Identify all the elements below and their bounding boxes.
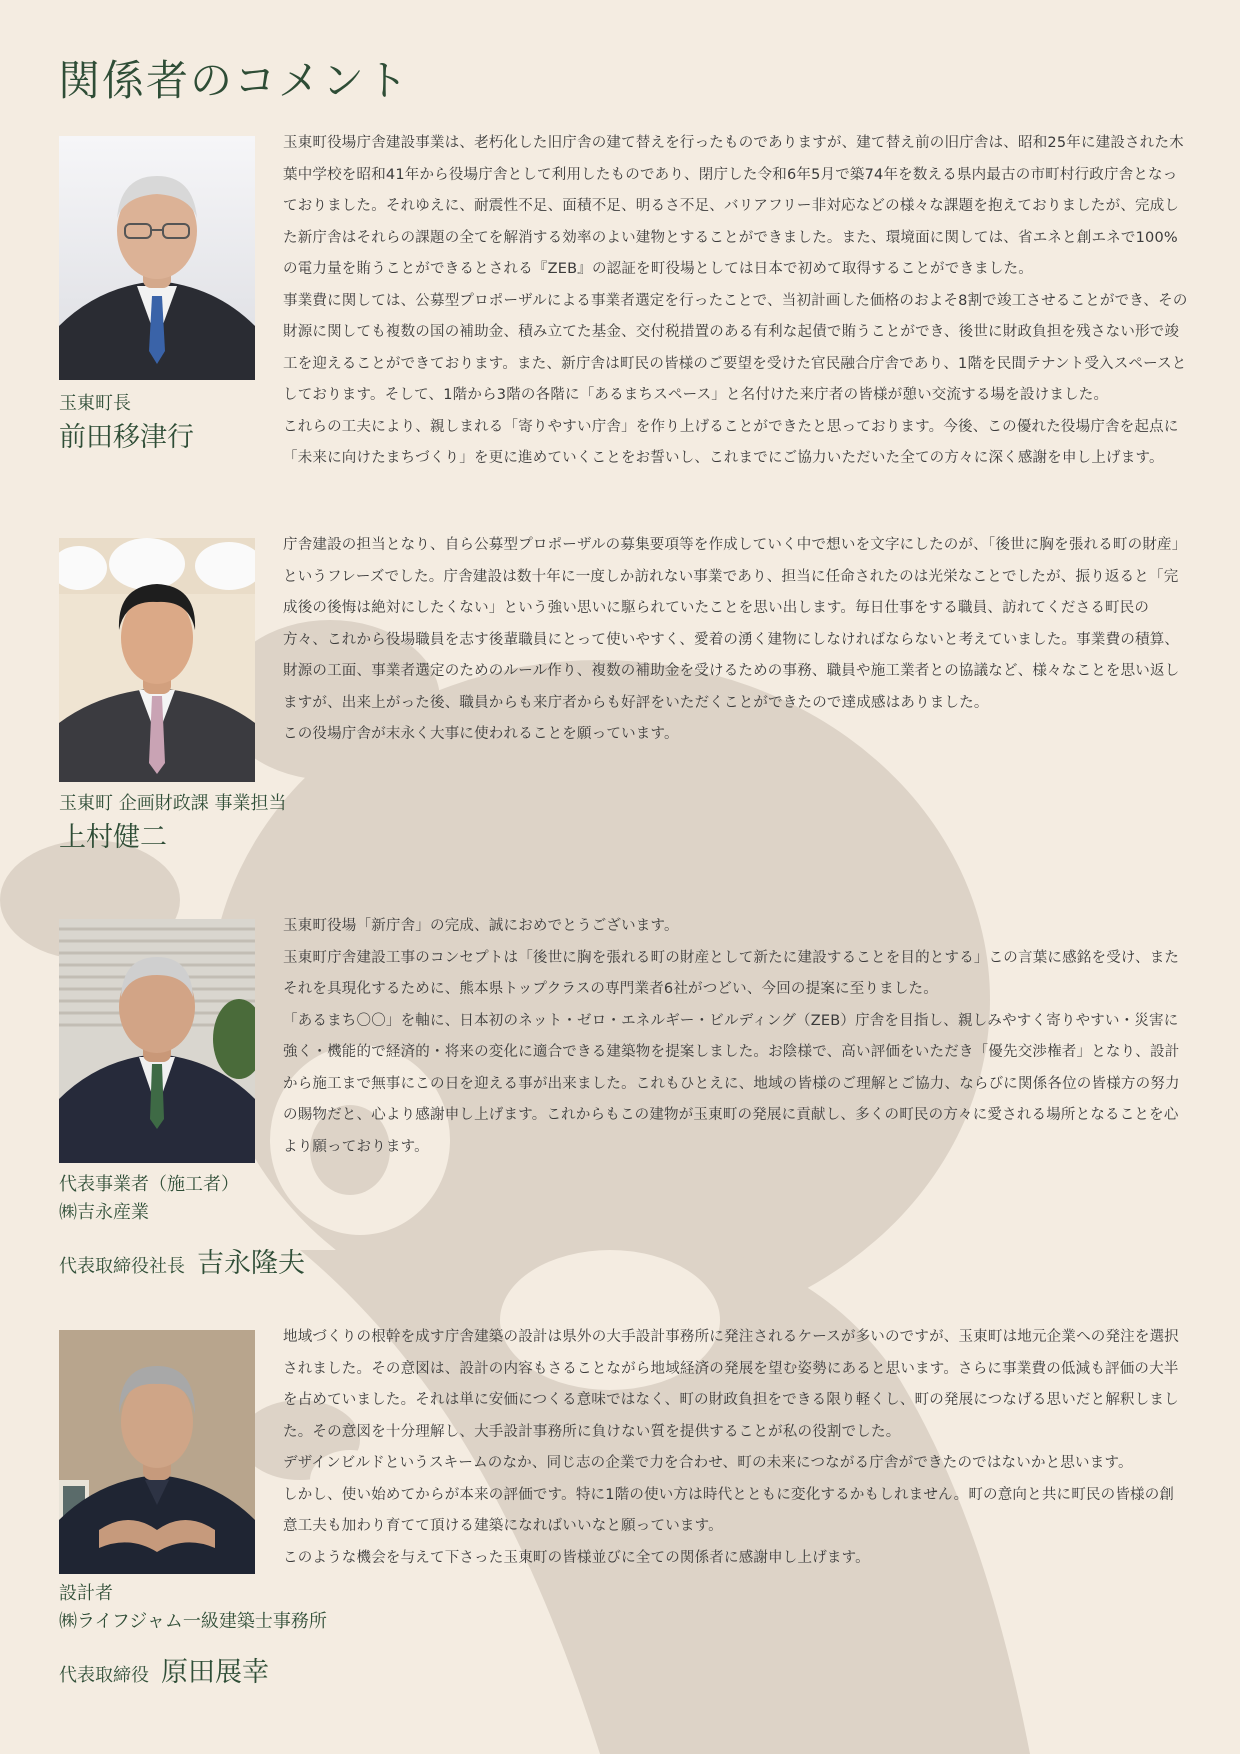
person-info: [59, 1171, 305, 1280]
comment-paragraph: 玉東町役場庁舎建設事業は、老朽化した旧庁舎の建て替えを行ったものでありますが、建て替え前の旧庁舎は、昭和25年に建設された木葉中学校を昭和41年から役場庁舎として利用したものであり、閉庁した令和6年5月で築74年を数える県内最古の市町村行政庁舎となっておりました。それゆえに、耐震性不足、面積不足、明るさ不足、バリアフリー非対応などの様々な課題を抱えておりましたが、完成した新庁舎はそれらの課題の全てを解消する効率のよい建物とすることができました。また、環境面に関しては、省エネと創エネで100%の電力量を賄うことができるとされる『ZEB』の認証を町役場としては日本で初めて取得することができました。: [283, 135, 1184, 277]
company-name: ㈱吉永産業: [59, 1202, 149, 1223]
person-role: 玉東町 企画財政課 事業担当: [59, 793, 287, 814]
person-title: 代表取締役社長: [59, 1256, 185, 1277]
person-info: [59, 790, 286, 858]
comment-paragraph: しかし、使い始めてからが本来の評価です。特に1階の使い方は時代とともに変化するかもしれません。町の意向と共に町民の皆様の創意工夫も加わり育てて頂ける建築になればいいなと願っています。: [283, 1486, 1175, 1534]
name-line: [59, 1650, 327, 1689]
person-role: 代表事業者（施工者）: [59, 1174, 239, 1195]
portrait-photo: [59, 136, 255, 380]
comment-body: [283, 530, 1188, 751]
comment-paragraph: 玉東町庁舎建設工事のコンセプトは「後世に胸を張れる町の財産として新たに建設することを目的とする」この言葉に感銘を受け、またそれを具現化するために、熊本県トップクラスの専門業者6社がつどい、今回の提案に至りました。: [283, 949, 1180, 997]
portrait-photo: [59, 538, 255, 782]
portrait-photo: [59, 919, 255, 1163]
comment-paragraph: この役場庁舎が末永く大事に使われることを願っています。: [283, 726, 679, 742]
comment-paragraph: デザインビルドというスキームのなか、同じ志の企業で力を合わせ、町の未来につながる庁舎ができたのではないかと思います。: [283, 1455, 1133, 1471]
page-title: 関係者のコメント: [58, 56, 411, 105]
portrait-photo: [59, 1330, 255, 1574]
person-name: 原田展幸: [161, 1657, 269, 1688]
comment-paragraph: 地域づくりの根幹を成す庁舎建築の設計は県外の大手設計事務所に発注されるケースが多いのですが、玉東町は地元企業への発注を選択されました。その意図は、設計の内容もさることながら地域経済の発展を望む姿勢にあると思います。さらに事業費の低減も評価の大半を占めていました。それは単に安価につくる意味ではなく、町の財政負担をできる限り軽くし、町の発展につなげる思いだと解釈しました。その意図を十分理解し、大手設計事務所に負けない質を提供することが私の役割でした。: [283, 1329, 1179, 1440]
person-name: 吉永隆夫: [197, 1248, 305, 1279]
comment-body: [283, 128, 1188, 475]
person-info: [59, 1580, 327, 1689]
person-role: 玉東町長: [59, 393, 131, 414]
comment-paragraph: このような機会を与えて下さった玉東町の皆様並びに全ての関係者に感謝申し上げます。: [283, 1549, 870, 1566]
comment-body: [283, 911, 1188, 1163]
comment-body: [283, 1322, 1188, 1574]
comment-paragraph: 庁舎建設の担当となり、自ら公募型プロポーザルの募集要項等を作成していく中で想いを文字にしたのが、「後世に胸を張れる町の財産」というフレーズでした。庁舎建設は数十年に一度しか訪れない事業であり、担当に任命されたのは光栄なことでしたが、振り返ると「完成後の後悔は絶対にしたくない」という強い思いに駆られていたことを思い出します。毎日仕事をする職員、訪れてくださる町民の方々、これから役場職員を志す後輩職員にとって使いやすく、愛着の湧く建物にしなければならないと考えていました。事業費の積算、財源の工面、事業者選定のためのルール作り、複数の補助金を受けるための事務、職員や施工業者との協議など、様々なことを思い返しますが、出来上がった後、職員からも来庁者からも好評をいただくことができたので達成感はありました。: [283, 537, 1187, 711]
comment-paragraph: 「あるまち〇〇」を軸に、日本初のネット・ゼロ・エネルギー・ビルディング（ZEB）庁舎を目指し、親しみやすく寄りやすい・災害に強く・機能的で経済的・将来の変化に適合できる建築物を提案しました。お陰様で、高い評価をいただき「優先交渉権者」となり、設計から施工まで無事にこの日を迎える事が出来ました。これもひとえに、地域の皆様のご理解とご協力、ならびに関係各位の皆様方の努力の賜物だと、心より感謝申し上げます。これからもこの建物が玉東町の発展に貢献し、多くの町民の方々に愛される場所となることを心より願っております。: [283, 1012, 1180, 1155]
person-name: 上村健二: [59, 822, 167, 853]
person-role: 設計者: [59, 1583, 113, 1604]
person-title: 代表取締役: [59, 1665, 149, 1686]
company-name: ㈱ライフジャム一級建築士事務所: [59, 1611, 327, 1632]
comment-paragraph: 事業費に関しては、公募型プロポーザルによる事業者選定を行ったことで、当初計画した価格のおよそ8割で竣工させることができ、その財源に関しても複数の国の補助金、積み立てた基金、交付税措置のある有利な起債で賄うことができ、後世に財政負担を残さない形で竣工を迎えることができております。また、新庁舎は町民の皆様のご要望を受けた官民融合庁舎であり、1階を民間テナント受入スペースとしております。そして、1階から3階の各階に「あるまちスペース」と名付けた来庁者の皆様が憩い交流する場を設けました。: [283, 292, 1188, 403]
person-name: 前田移津行: [59, 422, 194, 453]
name-line: [59, 1241, 305, 1280]
comment-paragraph: 玉東町役場「新庁舎」の完成、誠におめでとうございます。: [283, 918, 679, 934]
comment-paragraph: これらの工夫により、親しまれる「寄りやすい庁舎」を作り上げることができたと思っております。今後、この優れた役場庁舎を起点に「未来に向けたまちづくり」を更に進めていくことをお誓いし、これまでにご協力いただいた全ての方々に深く感謝を申し上げます。: [283, 418, 1179, 466]
person-info: [59, 390, 194, 458]
